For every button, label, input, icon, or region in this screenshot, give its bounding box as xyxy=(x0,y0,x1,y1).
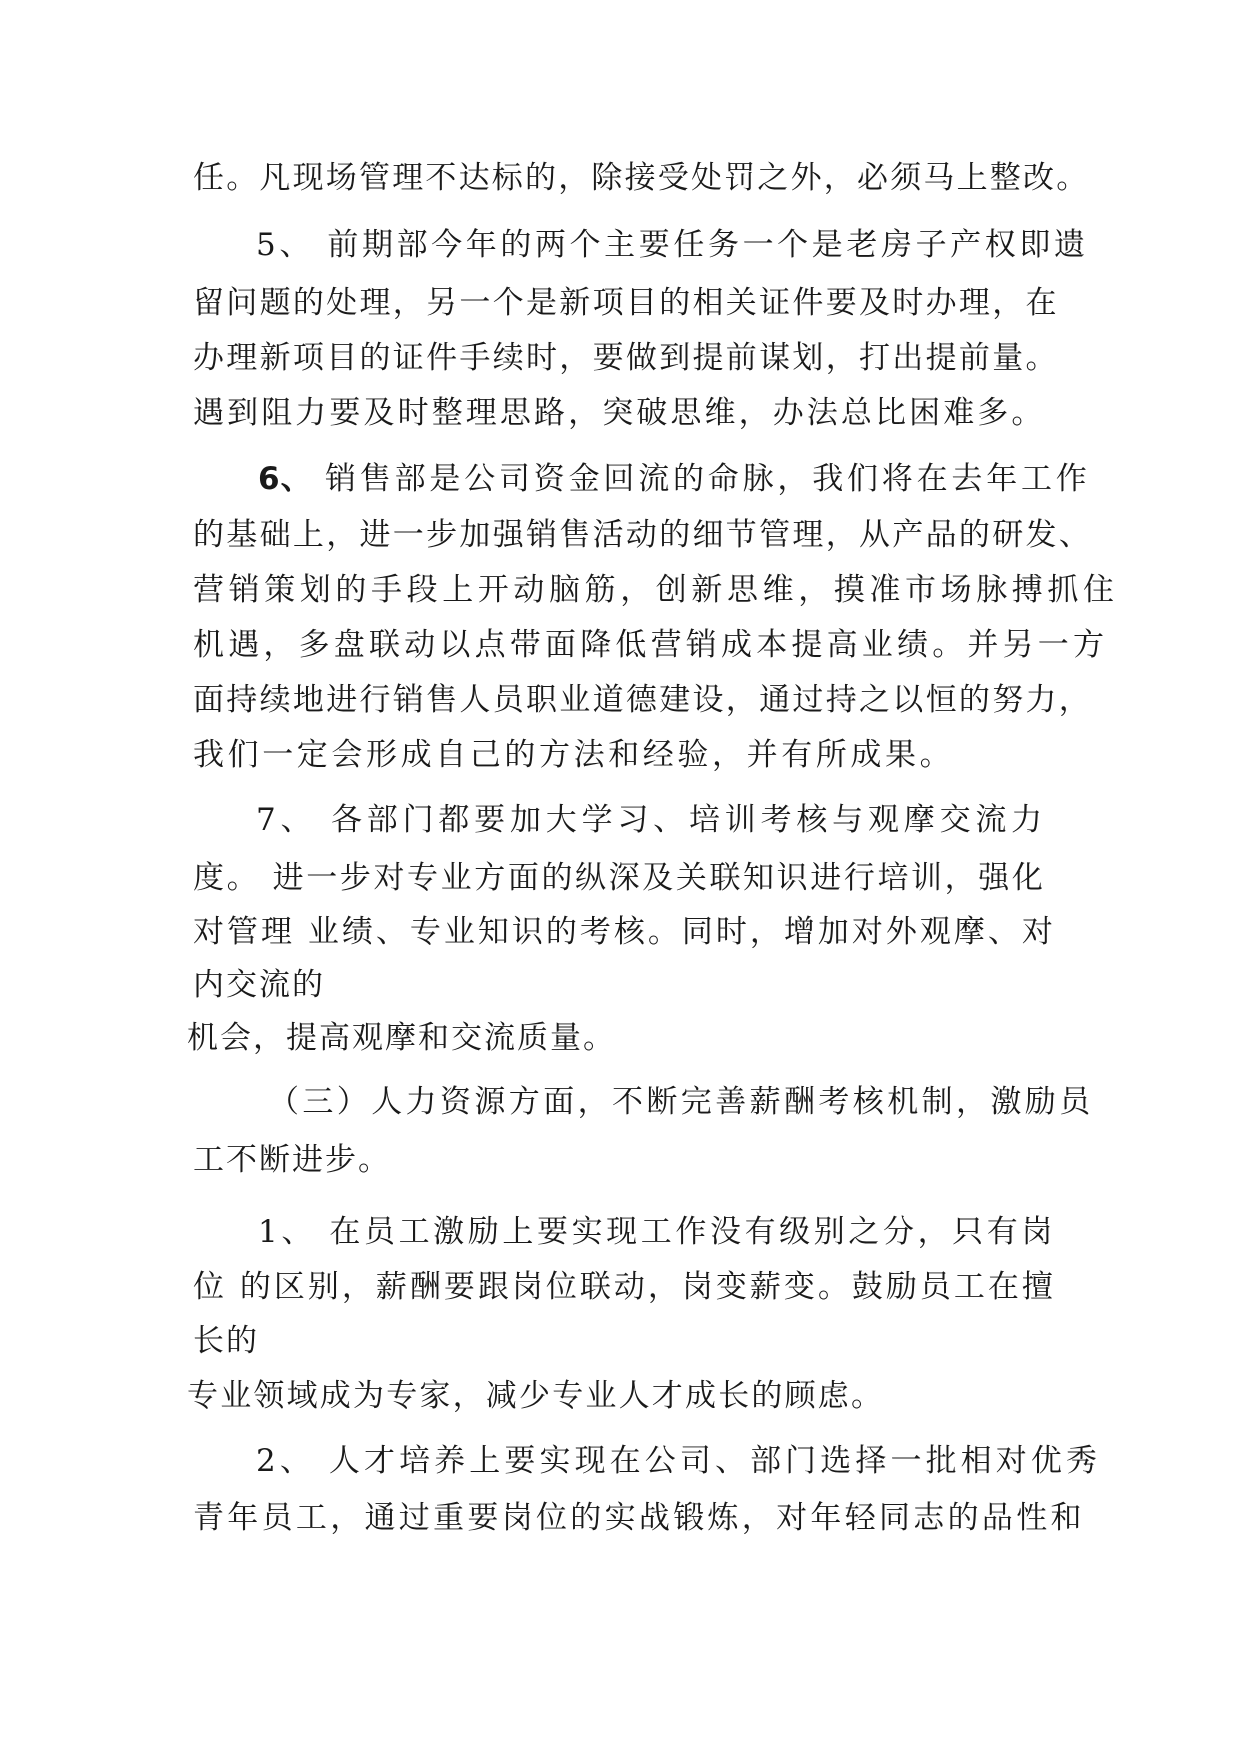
text-line: 位 的区别，薪酬要跟岗位联动，岗变薪变。鼓励员工在擅 xyxy=(193,1269,1056,1305)
text-line: 营销策划的手段上开动脑筋，创新思维，摸准市场脉搏抓住 xyxy=(193,572,1119,608)
text-line: 的基础上，进一步加强销售活动的细节管理，从产品的研发、 xyxy=(193,517,1093,553)
item-number: 6、 xyxy=(258,461,313,497)
text-line: 机遇，多盘联动以点带面降低营销成本提高业绩。并另一方 xyxy=(193,627,1109,663)
text-line: 2、 人才培养上要实现在公司、部门选择一批相对优秀 xyxy=(256,1443,1102,1479)
text-line: 内交流的 xyxy=(193,967,325,1003)
text-line: 工不断进步。 xyxy=(193,1142,391,1178)
section-heading: （三）人力资源方面，不断完善薪酬考核机制，激励员 xyxy=(268,1084,1094,1120)
text-line: 1、 在员工激励上要实现工作没有级别之分，只有岗 xyxy=(258,1214,1056,1250)
text-line: 长的 xyxy=(193,1323,259,1359)
text-line: 我们一定会形成自己的方法和经验，并有所成果。 xyxy=(193,737,955,773)
text-line: 专业领域成为专家，减少专业人才成长的顾虑。 xyxy=(187,1378,885,1414)
text-line: 机会，提高观摩和交流质量。 xyxy=(187,1020,616,1056)
text-line: 留问题的处理，另一个是新项目的相关证件要及时办理，在 xyxy=(193,285,1059,321)
text-line: 度。 进一步对专业方面的纵深及关联知识进行培训，强化 xyxy=(193,860,1046,896)
text-line: 对管理 业绩、专业知识的考核。同时，增加对外观摩、对 xyxy=(193,914,1056,950)
text-line: 任。凡现场管理不达标的，除接受处罚之外，必须马上整改。 xyxy=(193,160,1090,196)
text-line: 5、 前期部今年的两个主要任务一个是老房子产权即遗 xyxy=(256,227,1089,263)
text-line: 面持续地进行销售人员职业道德建设，通过持之以恒的努力， xyxy=(193,682,1093,718)
text-line: 青年员工，通过重要岗位的实战锻炼，对年轻同志的品性和 xyxy=(193,1500,1085,1536)
text-line: 销售部是公司资金回流的命脉，我们将在去年工作 xyxy=(325,461,1091,497)
text-line: 遇到阻力要及时整理思路，突破思维，办法总比困难多。 xyxy=(193,395,1046,431)
text-line: 办理新项目的证件手续时，要做到提前谋划，打出提前量。 xyxy=(193,340,1059,376)
text-line: 7、 各部门都要加大学习、培训考核与观摩交流力 xyxy=(256,802,1047,838)
